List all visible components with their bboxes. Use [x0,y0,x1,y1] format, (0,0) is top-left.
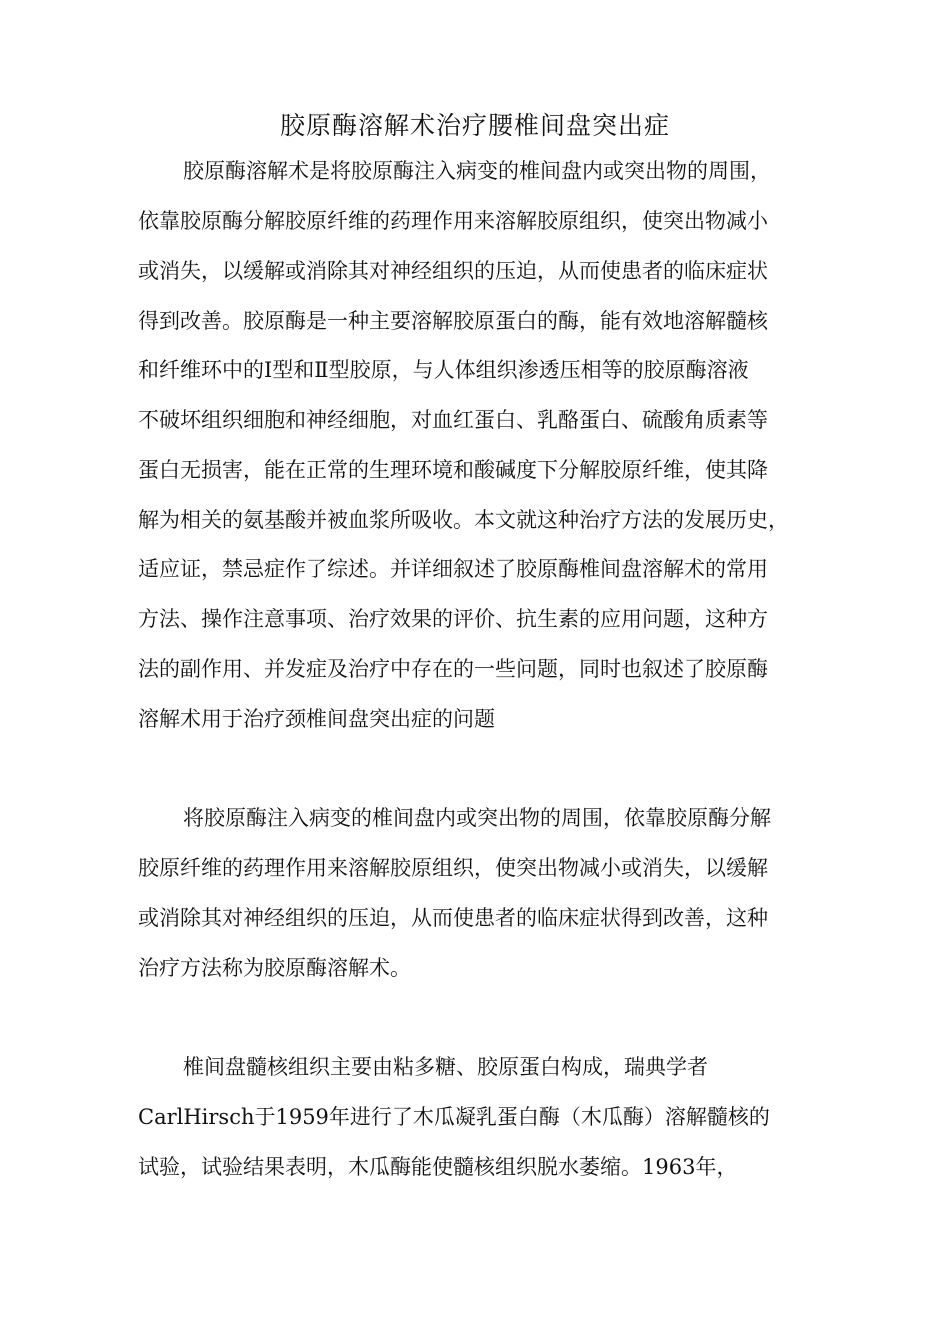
paragraph-line: 不破坏组织细胞和神经细胞，对血红蛋白、乳酪蛋白、硫酸角质素等 [138,408,768,432]
paragraph-line: 治疗方法称为胶原酶溶解术。 [138,956,411,980]
paragraph-line: 法的副作用、并发症及治疗中存在的一些问题，同时也叙述了胶原酶 [138,657,768,681]
paragraph-line: 或消失，以缓解或消除其对神经组织的压迫，从而使患者的临床症状 [138,259,768,283]
paragraph-line: 胶原酶溶解术是将胶原酶注入病变的椎间盘内或突出物的周围， [183,159,771,183]
paragraph-line: 椎间盘髓核组织主要由粘多糖、胶原蛋白构成，瑞典学者 [183,1055,708,1079]
paragraph-line: 得到改善。胶原酶是一种主要溶解胶原蛋白的酶，能有效地溶解髓核 [138,309,768,333]
paragraph-line: CarlHirsch于1959年进行了木瓜凝乳蛋白酶（木瓜酶）溶解髓核的 [138,1105,770,1129]
paragraph-line: 适应证，禁忌症作了综述。并详细叙述了胶原酶椎间盘溶解术的常用 [138,557,768,581]
paragraph-line: 溶解术用于治疗颈椎间盘突出症的问题 [138,707,495,731]
paragraph-line: 依靠胶原酶分解胶原纤维的药理作用来溶解胶原组织，使突出物减小 [138,209,768,233]
paragraph-line: 将胶原酶注入病变的椎间盘内或突出物的周围，依靠胶原酶分解 [183,806,771,830]
paragraph-line: 和纤维环中的Ⅰ型和Ⅱ型胶原，与人体组织渗透压相等的胶原酶溶液 [138,358,749,382]
paragraph-line: 试验，试验结果表明，木瓜酶能使髓核组织脱水萎缩。1963年， [138,1155,738,1179]
paragraph-line: 解为相关的氨基酸并被血浆所吸收。本文就这种治疗方法的发展历史， [138,508,789,532]
paragraph-line: 或消除其对神经组织的压迫，从而使患者的临床症状得到改善，这种 [138,906,768,930]
paragraph-line: 方法、操作注意事项、治疗效果的评价、抗生素的应用问题，这种方 [138,607,768,631]
paragraph-line: 胶原纤维的药理作用来溶解胶原组织，使突出物减小或消失，以缓解 [138,856,768,880]
paragraph-line: 蛋白无损害，能在正常的生理环境和酸碱度下分解胶原纤维，使其降 [138,458,768,482]
document-title: 胶原酶溶解术治疗腰椎间盘突出症 [279,111,670,140]
